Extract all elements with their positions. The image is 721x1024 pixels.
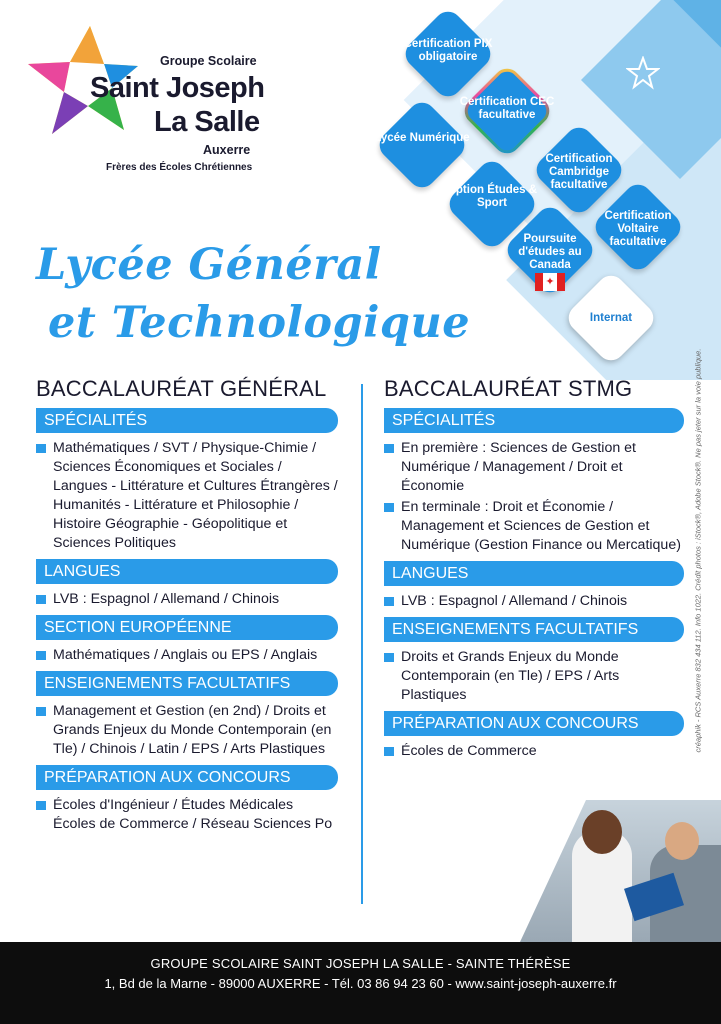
general-concours-bar: PRÉPARATION AUX CONCOURS — [36, 765, 338, 790]
canada-flag-icon: ✦ — [535, 273, 565, 291]
bullet-square-icon — [36, 444, 46, 453]
bac-general-column — [36, 376, 338, 834]
logo-groupe: Groupe Scolaire — [160, 54, 257, 68]
stmg-specialites-bar: SPÉCIALITÉS — [384, 408, 684, 433]
diamond-cec-label: Certification CEC facultative — [459, 96, 555, 121]
stmg-facultatifs-item: Droits et Grands Enjeux du Monde Contemporain (en Tle) / EPS / Arts Plastiques — [384, 648, 684, 705]
school-logo — [28, 26, 278, 176]
bullet-square-icon — [36, 801, 46, 810]
page-title — [36, 236, 470, 352]
logo-city: Auxerre — [203, 143, 251, 157]
bullet-square-icon — [384, 747, 394, 756]
general-specialites-bar: SPÉCIALITÉS — [36, 408, 338, 433]
general-facultatifs-item: Management et Gestion (en 2nd) / Droits et Grands Enjeux du Monde Contemporain (en Tle) / Chinois / Latin / EPS / Arts Plastiques — [36, 702, 338, 759]
diamond-cambridge-label: Certification Cambridge facultative — [545, 153, 613, 191]
title-line1: Lycée Général — [36, 240, 382, 290]
diamond-pix-label: Certification PIX obligatoire — [403, 38, 493, 63]
diamond-lycee-numerique-label: Lycée Numérique — [374, 132, 470, 144]
general-langues-bar: LANGUES — [36, 559, 338, 584]
bac-stmg-column — [384, 376, 684, 761]
stmg-premiere-item: En première : Sciences de Gestion et Numérique / Management / Droit et Économie — [384, 439, 684, 496]
bullet-square-icon — [36, 707, 46, 716]
credit-text: créaphik - RCS Auxerre 832 434 112. Info 1022. Crédit photos : iStock®, Adobe Stock®. Ne pas jeter sur la voie publique. — [693, 348, 703, 753]
bullet-square-icon — [384, 653, 394, 662]
bullet-square-icon — [384, 597, 394, 606]
general-europe-item: Mathématiques / Anglais ou EPS / Anglais — [36, 646, 338, 665]
stmg-concours-item: Écoles de Commerce — [384, 742, 684, 761]
logo-name-line1: Saint Joseph — [90, 72, 265, 104]
star-outline-icon — [626, 56, 660, 90]
stmg-langues-item: LVB : Espagnol / Allemand / Chinois — [384, 592, 684, 611]
general-europe-bar: SECTION EUROPÉENNE — [36, 615, 338, 640]
stmg-facultatifs-bar: ENSEIGNEMENTS FACULTATIFS — [384, 617, 684, 642]
diamond-canada-label: Poursuite d'études au Canada — [518, 233, 582, 271]
stmg-langues-bar: LANGUES — [384, 561, 684, 586]
diamond-voltaire-label: Certification Voltaire facultative — [604, 210, 672, 248]
top-left-band — [0, 0, 175, 16]
diamond-option-sport-label: Option Études & Sport — [446, 184, 538, 209]
general-langues-item: LVB : Espagnol / Allemand / Chinois — [36, 590, 338, 609]
stmg-concours-bar: PRÉPARATION AUX CONCOURS — [384, 711, 684, 736]
general-facultatifs-bar: ENSEIGNEMENTS FACULTATIFS — [36, 671, 338, 696]
title-line2: et Technologique — [48, 298, 471, 348]
general-concours-item: Écoles d'Ingénieur / Études Médicales Écoles de Commerce / Réseau Sciences Po — [36, 796, 338, 834]
diamond-internat-label: Internat — [589, 312, 633, 324]
bullet-square-icon — [384, 503, 394, 512]
stmg-terminale-item: En terminale : Droit et Économie / Management et Sciences de Gestion et Numérique (Gestion Finance ou Mercatique) — [384, 498, 684, 555]
students-photo — [460, 800, 721, 942]
logo-freres: Frères des Écoles Chrétiennes — [106, 162, 253, 173]
footer — [0, 942, 721, 1024]
bac-general-heading: BACCALAURÉAT GÉNÉRAL — [36, 376, 327, 401]
footer-line2: 1, Bd de la Marne - 89000 AUXERRE - Tél. 03 86 94 23 60 - www.saint-joseph-auxerre.fr — [104, 976, 617, 991]
logo-name-line2: La Salle — [154, 106, 260, 138]
bullet-square-icon — [384, 444, 394, 453]
column-divider — [361, 384, 363, 904]
general-specialites-item: Mathématiques / SVT / Physique-Chimie / Sciences Économiques et Sociales / Langues - Littérature et Cultures Étrangères / Humanités - Littérature et Philosophie / Histoire Géographie - Géopolitique et Sciences Politiques — [36, 439, 338, 553]
bac-stmg-heading: BACCALAURÉAT STMG — [384, 376, 633, 401]
bullet-square-icon — [36, 651, 46, 660]
footer-line1: GROUPE SCOLAIRE SAINT JOSEPH LA SALLE - SAINTE THÉRÈSE — [150, 956, 571, 971]
bullet-square-icon — [36, 595, 46, 604]
